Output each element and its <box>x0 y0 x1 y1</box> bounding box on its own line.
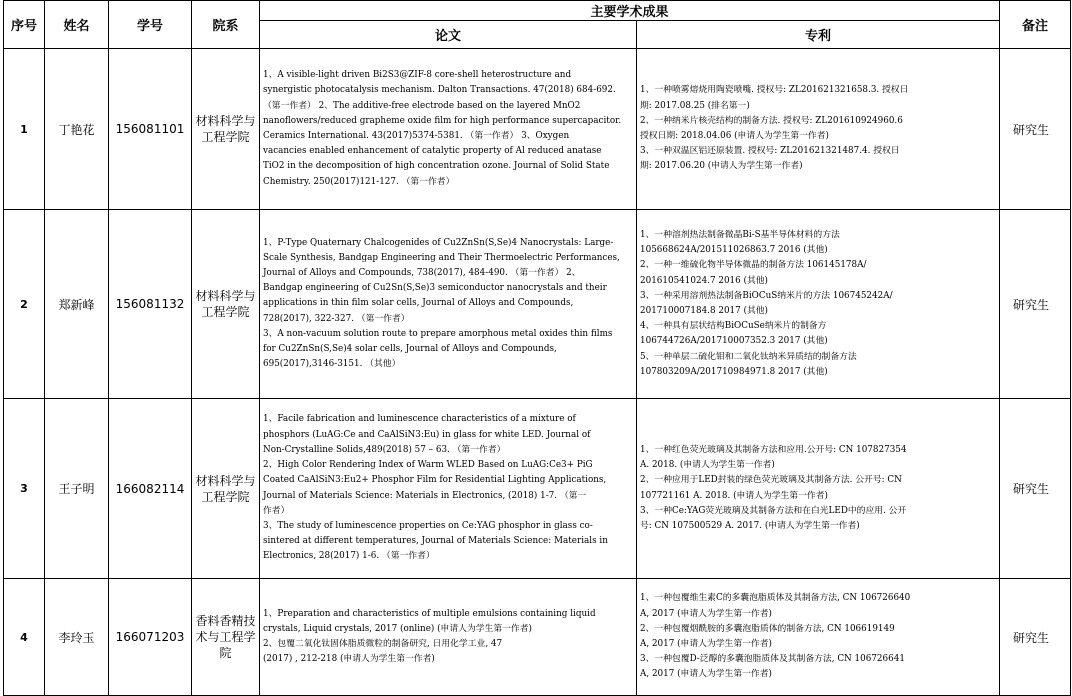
patent-line: 3、一种双温区铝还原装置. 授权号: ZL201621321487.4. 授权日 <box>640 146 900 157</box>
paper-line: Coated CaAlSiN3:Eu2+ Phosphor Film for Residential Lighting Applications, <box>263 475 607 486</box>
row-id: 156081101 <box>109 49 192 210</box>
row-dept: 材料科学与工程学院 <box>192 399 260 579</box>
patent-line: 1、一种溶剂热法制备微晶Bi-S基半导体材料的方法 <box>640 229 840 240</box>
patent-line: A, 2017 (申请人为学生第一作者) <box>640 669 772 680</box>
paper-line: 1、Preparation and characteristics of multiple emulsions containing liquid <box>263 608 596 619</box>
paper-line: 728(2017), 322-327. （第一作者） <box>263 313 410 324</box>
row-dept: 香料香精技术与工程学院 <box>192 579 260 696</box>
row-note: 研究生 <box>1000 49 1071 210</box>
patent-line: 2、一种一维硫化物半导体微晶的制备方法 106145178A/ <box>640 260 867 271</box>
table-row <box>4 49 1071 210</box>
patent-line: 期: 2017.06.20 (申请人为学生第一作者) <box>640 161 803 172</box>
row-name: 丁艳花 <box>45 49 109 210</box>
row-note: 研究生 <box>1000 399 1071 579</box>
header-achievements: 主要学术成果 <box>260 1 1000 21</box>
patent-line: 105668624A/201511026863.7 2016 (其他) <box>640 245 828 256</box>
patent-line: 2、一种应用于LED封装的绿色荧光玻璃及其制备方法. 公开号: CN <box>640 475 902 486</box>
row-papers <box>260 399 637 579</box>
row-id: 156081132 <box>109 210 192 399</box>
header-patents: 专利 <box>637 21 1000 49</box>
patent-line: 3、一种采用溶剂热法制备BiOCuS纳米片的方法 106745242A/ <box>640 290 893 301</box>
row-note: 研究生 <box>1000 579 1071 696</box>
paper-line: 1、A visible-light driven Bi2S3@ZIF-8 core-shell heterostructure and <box>263 70 572 81</box>
row-seq: 1 <box>4 49 45 210</box>
header-papers: 论文 <box>260 21 637 49</box>
header-note: 备注 <box>1000 1 1071 49</box>
paper-line: Journal of Materials Science: Materials in Electronics, (2018) 1-7. （第一 <box>263 490 587 501</box>
row-dept: 材料科学与工程学院 <box>192 49 260 210</box>
row-patents <box>637 399 1000 579</box>
paper-line: vacancies enabled enhancement of catalytic property of Al reduced anatase <box>263 146 602 157</box>
row-dept: 材料科学与工程学院 <box>192 210 260 399</box>
patent-line: 1、一种喷雾熔烧用陶瓷喷嘴. 授权号: ZL201621321658.3. 授权日 <box>640 85 909 96</box>
patent-line: 106744726A/201710007352.3 2017 (其他) <box>640 336 828 347</box>
paper-line: 作者） <box>263 505 290 516</box>
patent-line: 201710007184.8 2017 (其他) <box>640 306 768 316</box>
patent-line: A, 2017 (申请人为学生第一作者) <box>640 608 772 619</box>
patent-line: 1、一种红色荧光玻璃及其制备方法和应用.公开号: CN 107827354 <box>640 444 907 455</box>
table-row <box>4 399 1071 579</box>
patent-line: 107803209A/201710984971.8 2017 (其他) <box>640 366 828 377</box>
paper-line: crystals, Liquid crystals, 2017 (online) (申请人为学生第一作者) <box>263 623 532 634</box>
row-name: 王子明 <box>45 399 109 579</box>
paper-line: applications in thin film solar cells, Journal of Alloys and Compounds, <box>263 298 574 309</box>
header-seq: 序号 <box>4 1 45 49</box>
row-name: 郑新峰 <box>45 210 109 399</box>
row-patents <box>637 579 1000 696</box>
row-papers <box>260 49 637 210</box>
paper-line: 1、P-Type Quaternary Chalcogenides of Cu2ZnSn(S,Se)4 Nanocrystals: Large- <box>263 237 614 248</box>
paper-line: Non-Crystalline Solids,489(2018) 57 – 63. （第一作者） <box>263 444 506 455</box>
patent-line: 5、一种单层二硫化钼和二氧化钛纳米异质结的制备方法 <box>640 351 857 362</box>
header-dept: 院系 <box>192 1 260 49</box>
row-patents <box>637 210 1000 399</box>
achievement-table <box>3 0 1071 696</box>
table-row <box>4 210 1071 399</box>
row-papers <box>260 210 637 399</box>
paper-line: （第一作者） 2、The additive-free electrode based on the layered MnO2 <box>263 100 581 111</box>
row-seq: 3 <box>4 399 45 579</box>
paper-line: Journal of Alloys and Compounds, 738(2017), 484-490. （第一作者） 2、 <box>263 267 581 278</box>
paper-line: Chemistry. 250(2017)121-127. （第一作者） <box>263 176 455 187</box>
row-id: 166082114 <box>109 399 192 579</box>
patent-line: 2、一种包覆烟酰胺的多囊泡脂质体的制备方法, CN 106619149 <box>640 623 895 634</box>
paper-line: synergistic photocatalysis mechanism. Dalton Transactions. 47(2018) 684-692. <box>263 85 616 96</box>
row-name: 李玲玉 <box>45 579 109 696</box>
row-note: 研究生 <box>1000 210 1071 399</box>
paper-line: Scale Synthesis, Bandgap Engineering and Their Thermoelectric Performances, <box>263 252 620 263</box>
paper-line: sintered at different temperatures, Journal of Materials Science: Materials in <box>263 536 608 547</box>
paper-line: 695(2017),3146-3151. （其他） <box>263 359 401 370</box>
paper-line: 2、包覆二氧化钛固体脂质微粒的制备研究, 日用化学工业, 47 <box>263 639 503 649</box>
paper-line: TiO2 in the decomposition of high concentration ozone. Journal of Solid State <box>263 161 610 172</box>
patent-line: 号: CN 107500529 A. 2017. (申请人为学生第一作者) <box>640 520 860 531</box>
row-patents <box>637 49 1000 210</box>
paper-line: Bandgap engineering of Cu2Sn(S,Se)3 semiconductor nanocrystals and their <box>263 283 607 294</box>
row-papers <box>260 579 637 696</box>
paper-line: Electronics, 28(2017) 1-6. （第一作者） <box>263 551 435 562</box>
table-row <box>4 579 1071 696</box>
paper-line: (2017) , 212-218 (申请人为学生第一作者) <box>263 654 435 665</box>
paper-line: nanoflowers/reduced grapheme oxide film for high performance supercapacitor. <box>263 115 622 126</box>
paper-line: 3、The study of luminescence properties on Ce:YAG phosphor in glass co- <box>263 520 593 531</box>
patent-line: 107721161 A. 2018. (申请人为学生第一作者) <box>640 490 828 501</box>
row-seq: 2 <box>4 210 45 399</box>
patent-line: 3、一种包覆D-泛醇的多囊泡脂质体及其制备方法, CN 106726641 <box>640 654 905 665</box>
patent-line: 2、一种纳米片核壳结构的制备方法. 授权号: ZL201610924960.6 <box>640 115 903 126</box>
paper-line: 2、High Color Rendering Index of Warm WLED Based on LuAG:Ce3+ PiG <box>263 460 593 471</box>
paper-line: Ceramics International. 43(2017)5374-5381. （第一作者） 3、Oxygen <box>263 131 570 141</box>
row-id: 166071203 <box>109 579 192 696</box>
patent-line: 授权日期: 2018.04.06 (申请人为学生第一作者) <box>640 131 829 141</box>
patent-line: 201610541024.7 2016 (其他) <box>640 275 768 286</box>
patent-line: A. 2018. (申请人为学生第一作者) <box>640 460 775 471</box>
paper-line: for Cu2ZnSn(S,Se)4 solar cells, Journal of Alloys and Compounds, <box>263 344 557 354</box>
patent-line: 期: 2017.08.25 (排名第一) <box>640 100 750 111</box>
paper-line: 3、A non-vacuum solution route to prepare amorphous metal oxides thin films <box>263 328 613 339</box>
patent-line: 1、一种包覆维生素C的多囊泡脂质体及其制备方法, CN 106726640 <box>640 593 911 604</box>
patent-line: 4、一种具有层状结构BiOCuSe纳米片的制备方 <box>640 321 827 332</box>
paper-line: phosphors (LuAG:Ce and CaAlSiN3:Eu) in glass for white LED. Journal of <box>263 429 591 440</box>
patent-line: 3、一种Ce:YAG荧光玻璃及其制备方法和在白光LED中的应用. 公开 <box>640 505 907 516</box>
header-id: 学号 <box>109 1 192 49</box>
row-seq: 4 <box>4 579 45 696</box>
header-name: 姓名 <box>45 1 109 49</box>
paper-line: 1、Facile fabrication and luminescence characteristics of a mixture of <box>263 414 576 425</box>
patent-line: A, 2017 (申请人为学生第一作者) <box>640 639 772 649</box>
